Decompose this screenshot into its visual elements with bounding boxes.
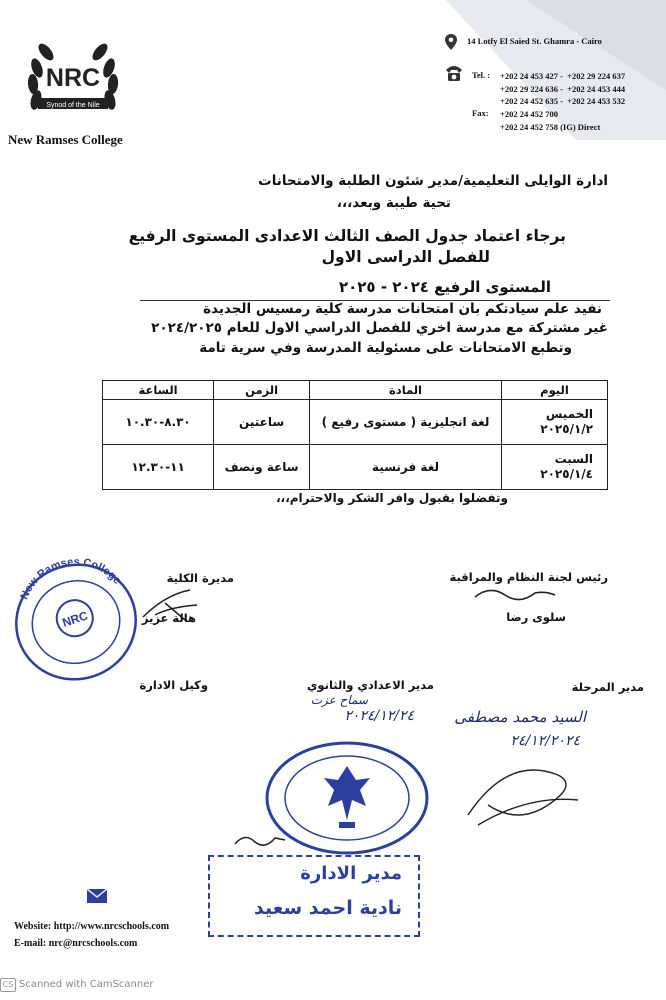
- day-date: ٢٠٢٥/١/٢: [540, 422, 593, 436]
- college-seal: [6, 556, 146, 688]
- director-stamp: [208, 855, 420, 937]
- principal-name: هالة عزيز: [141, 611, 196, 625]
- closing-thanks: وتفضلوا بقبول وافر الشكر والاحترام،،،: [276, 491, 508, 505]
- committee-head-signature: [470, 583, 560, 605]
- table-row: [103, 400, 608, 445]
- header-time: الساعة: [103, 381, 214, 400]
- cell-duration: ساعة ونصف: [214, 445, 310, 490]
- day-name: الخميس: [545, 407, 593, 421]
- camscanner-icon: CS: [0, 978, 16, 992]
- phone-icon: [444, 64, 464, 82]
- header-subject: المادة: [310, 381, 502, 400]
- footer-website[interactable]: Website: http://www.nrcschools.com: [14, 921, 170, 932]
- fax-numbers: +202 24 452 700 +202 24 452 758 (IG) Direct: [500, 109, 601, 132]
- location-pin-icon: [445, 34, 457, 50]
- overlap-signature-scribble: [230, 828, 290, 852]
- day-name: السبت: [554, 452, 593, 466]
- logo-motto: Synod of the Nile: [46, 102, 100, 109]
- footer-email[interactable]: E-mail: nrc@nrcschools.com: [14, 938, 138, 949]
- stage-director-signature: السيد محمد مصطفى: [454, 708, 586, 726]
- cell-subject: لغة انجليزية ( مستوى رفيع ): [310, 400, 502, 445]
- body-line-2: غير مشتركة مع مدرسة اخري للفصل الدراسي الاول للعام ٢٠٢٤/٢٠٢٥: [151, 320, 608, 336]
- request-line-2: للفصل الدراسى الاول: [321, 248, 490, 266]
- table-header-row: [103, 381, 608, 400]
- college-name: New Ramses College: [8, 132, 123, 147]
- overlap-signature: [230, 828, 290, 857]
- header-day: اليوم: [501, 381, 607, 400]
- nrc-logo: [14, 28, 132, 128]
- cell-day: [501, 445, 607, 490]
- letter-recipient: ادارة الوايلى التعليمية/مدير شئون الطلبة والامتحانات: [258, 173, 608, 189]
- committee-head-title: رئيس لجنة النظام والمراقبة: [449, 570, 608, 584]
- prep-director-title: مدير الاعدادي والثانوي: [306, 678, 434, 692]
- seal-outer-text: New Ramses College: [18, 556, 124, 602]
- level-line: المستوى الرفيع ٢٠٢٤ - ٢٠٢٥: [338, 278, 551, 296]
- envelope-icon: [86, 888, 108, 904]
- cell-time: ٨.٣٠-١٠.٣٠: [103, 400, 214, 445]
- address-row: [445, 34, 602, 50]
- stage-director-scribble: [448, 745, 588, 830]
- request-line-1: برجاء اعتماد جدول الصف الثالث الاعدادى المستوى الرفيع: [128, 227, 566, 245]
- cell-day: [501, 400, 607, 445]
- svg-text:New Ramses College: [11, 556, 125, 616]
- address-text: 14 Lotfy El Saied St. Ghamra - Cairo: [467, 35, 602, 46]
- header-duration: الزمن: [214, 381, 310, 400]
- letter-greeting: تحية طيبة وبعد،،،: [336, 195, 451, 211]
- table-row: [103, 445, 608, 490]
- tel-label: Tel. :: [472, 70, 491, 80]
- day-date: ٢٠٢٥/١/٤: [540, 467, 593, 481]
- principal-title: مديرة الكلية: [166, 571, 234, 585]
- prep-director-signature: سماح عزت: [310, 693, 368, 707]
- stamp-name: نادية احمد سعيد: [254, 897, 402, 919]
- cell-subject: لغة فرنسية: [310, 445, 502, 490]
- body-line-3: وتطبع الامتحانات على مسئولية المدرسة وفي سرية تامة: [199, 340, 572, 356]
- stage-director-date: ٢٤/١٢/٢٠٢٤: [510, 733, 580, 749]
- logo-text: NRC: [45, 64, 101, 92]
- camscanner-watermark: [0, 978, 154, 992]
- cell-duration: ساعتين: [214, 400, 310, 445]
- stamp-title: مدير الادارة: [300, 863, 402, 884]
- camscanner-text: Scanned with CamScanner: [19, 979, 154, 990]
- fax-label: Fax:: [472, 108, 489, 118]
- prep-director-date: ٢٠٢٤/١٢/٢٤: [344, 708, 414, 724]
- body-line-1: نفيد علم سيادتكم بان امتحانات مدرسة كلية رمسيس الجديدة: [203, 301, 602, 317]
- stage-director-title: مدير المرحلة: [571, 680, 644, 694]
- tel-numbers: +202 24 453 427 - +202 29 224 637 +202 29 224 636 - +202 24 453 444 +202 24 452 635 - +202 24 453 532: [500, 71, 626, 107]
- cell-time: ١١-١٢.٣٠: [103, 445, 214, 490]
- committee-head-name: سلوى رضا: [506, 610, 566, 624]
- seal-center-text: NRC: [60, 608, 90, 630]
- deputy-title: وكيل الادارة: [139, 678, 208, 692]
- exam-schedule-table: [102, 380, 608, 490]
